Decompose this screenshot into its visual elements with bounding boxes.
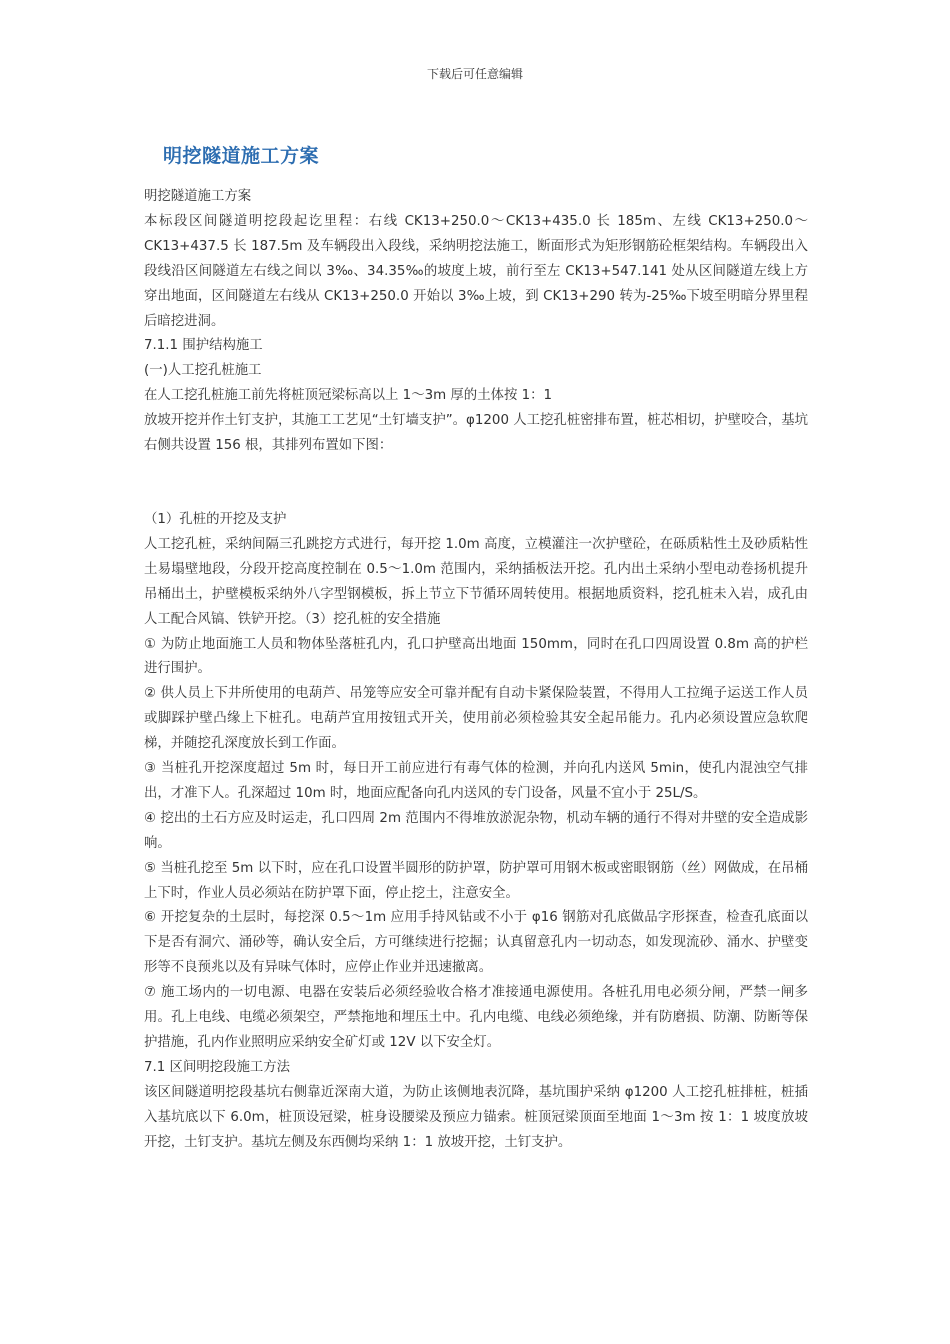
list-item: ⑥ 开挖复杂的土层时，每挖深 0.5～1m 应用手持风钻或不小于 φ16 钢筋对孔底做品字形探查，检查孔底面以下是否有洞穴、涌砂等，确认安全后，方可继续进行挖掘；认真留意孔内一切动态，如发现流砂、涌水、护壁变形等不良预兆以及有异味气体时，应停止作业并迅速撤离。 [144,910,808,976]
figure-placeholder [144,459,808,508]
page-header-note: 下载后可任意编辑 [426,67,523,81]
paragraph: 该区间隧道明挖段基坑右侧靠近深南大道，为防止该侧地表沉降，基坑围护采纳 φ1200 人工挖孔桩排桩，桩插入基坑底以下 6.0m，桩顶设冠梁，桩身设腰梁及预应力锚索。桩顶冠梁顶面至地面 1～3m 按 1：1 坡度放坡开挖，土钉支护。基坑左侧及东西侧均采纳 1：1 放坡开挖，土钉支护。 [144,1084,808,1150]
paragraph: 在人工挖孔桩施工前先将桩顶冠梁标高以上 1～3m 厚的土体按 1：1 [144,388,553,404]
section-heading: 7.1 区间明挖段施工方法 [144,1059,291,1075]
list-item: ② 供人员上下井所使用的电葫芦、吊笼等应安全可靠并配有自动卡紧保险装置，不得用人工拉绳子运送工作人员或脚踩护壁凸缘上下桩孔。电葫芦宜用按钮式开关，使用前必须检验其安全起吊能力。孔内必须设置应急软爬梯，并随挖孔深度放长到工作面。 [144,686,808,752]
subsection-heading: （1）孔桩的开挖及支护 [144,511,287,527]
paragraph: 本标段区间隧道明挖段起讫里程：右线 CK13+250.0～CK13+435.0 长 185m、左线 CK13+250.0～CK13+437.5 长 187.5m 及车辆段出入段线，采纳明挖法施工，断面形式为矩形钢筋砼框架结构。车辆段出入段线沿区间隧道左右线之间以 3‰、34.35‰的坡度上坡，前行至左 CK13+547.141 处从区间隧道左线上方穿出地面，区间隧道左右线从 CK13+250.0 开始以 3‰上坡，到 CK13+290 转为-25‰下坡至明暗分界里程后暗挖进洞。 [144,213,808,329]
section-heading: 7.1.1 围护结构施工 [144,338,263,354]
list-item: ① 为防止地面施工人员和物体坠落桩孔内，孔口护壁高出地面 150mm，同时在孔口四周设置 0.8m 高的护栏进行围护。 [144,636,808,677]
list-item: ⑦ 施工场内的一切电源、电器在安装后必须经验收合格才准接通电源使用。各桩孔用电必须分闸，严禁一闸多用。孔上电线、电缆必须架空，严禁拖地和埋压土中。孔内电缆、电线必须绝缘，并有防磨损、防潮、防断等保护措施，孔内作业照明应采纳安全矿灯或 12V 以下安全灯。 [144,985,808,1050]
paragraph: 明挖隧道施工方案 [144,189,252,204]
document-title: 明挖隧道施工方案 [163,145,320,167]
document-body [144,185,808,1156]
paragraph: 人工挖孔桩，采纳间隔三孔跳挖方式进行，每开挖 1.0m 高度，立模灌注一次护壁砼，在砾质粘性土及砂质粘性土易塌壁地段，分段开挖高度控制在 0.5～1.0m 范围内，采纳插板法开挖。孔内出土采纳小型电动卷扬机提升吊桶出土，护壁模板采纳外八字型钢模板，拆上节立下节循环周转使用。根据地质资料，挖孔桩未入岩，成孔由人工配合风镐、铁铲开挖。（3）挖孔桩的安全措施 [144,536,808,627]
paragraph: 放坡开挖并作土钉支护，其施工工艺见“土钉墙支护”。φ1200 人工挖孔桩密排布置，桩芯相切，护壁咬合，基坑右侧共设置 156 根，其排列布置如下图： [144,413,808,454]
subsection-heading: (一)人工挖孔桩施工 [144,363,262,379]
list-item: ⑤ 当桩孔挖至 5m 以下时，应在孔口设置半圆形的防护罩，防护罩可用钢木板或密眼钢筋（丝）网做成，在吊桶上下时，作业人员必须站在防护罩下面，停止挖土，注意安全。 [144,860,808,901]
list-item: ③ 当桩孔开挖深度超过 5m 时，每日开工前应进行有毒气体的检测，并向孔内送风 5min，使孔内混浊空气排出，才准下人。孔深超过 10m 时，地面应配备向孔内送风的专门设备，风量不宜小于 25L/S。 [144,761,808,801]
list-item: ④ 挖出的土石方应及时运走，孔口四周 2m 范围内不得堆放淤泥杂物，机动车辆的通行不得对井壁的安全造成影响。 [144,810,808,851]
